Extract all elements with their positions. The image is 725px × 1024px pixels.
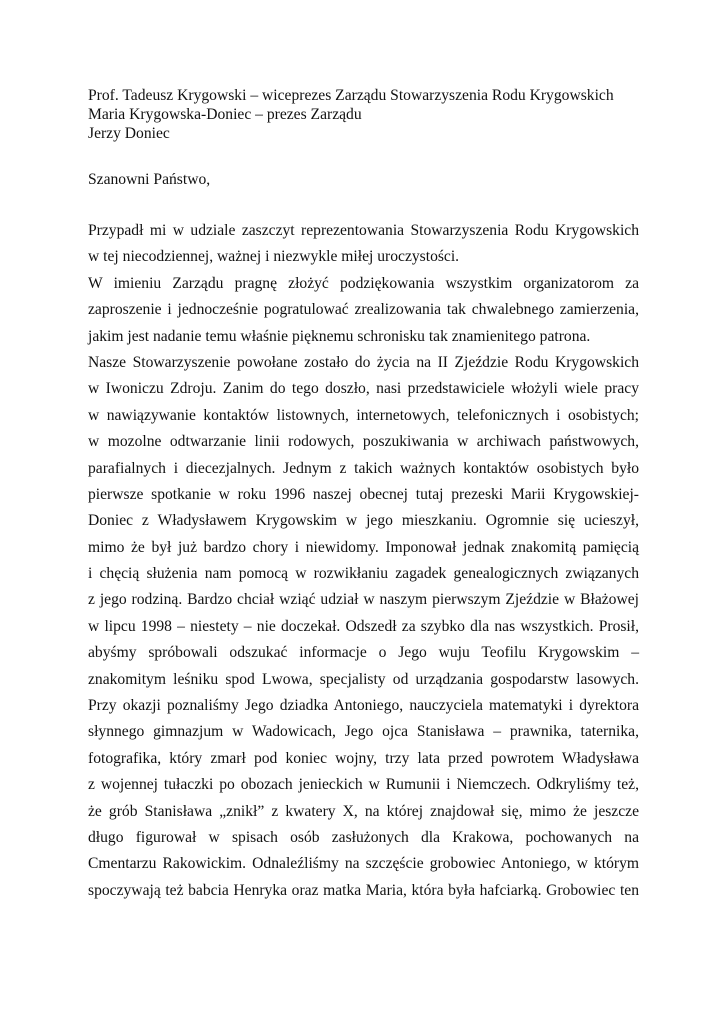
body-line: w lipcu 1998 – niestety – nie doczekał. Odszedł za szybko dla nas wszystkich. Prosił, <box>88 617 639 635</box>
body-line: Doniec z Władysławem Krygowskim w jego mieszkaniu. Ogromnie się ucieszył, <box>88 512 639 530</box>
body-line: w nawiązywanie kontaktów listownych, internetowych, telefonicznych i osobistych; <box>88 406 639 424</box>
letter-header <box>88 86 648 143</box>
body-line: W imieniu Zarządu pragnę złożyć podziękowania wszystkim organizatorom za <box>88 274 639 292</box>
body-line: Przy okazji poznaliśmy Jego dziadka Antoniego, nauczyciela matematyki i dyrektora <box>88 697 639 715</box>
body-line: słynnego gimnazjum w Wadowicach, Jego ojca Stanisława – prawnika, taternika, <box>88 723 639 741</box>
body-line: Cmentarzu Rakowickim. Odnaleźliśmy na szczęście grobowiec Antoniego, w którym <box>88 855 639 873</box>
header-line: Jerzy Doniec <box>88 125 170 142</box>
body-line: Nasze Stowarzyszenie powołane zostało do życia na II Zjeździe Rodu Krygowskich <box>88 353 639 371</box>
body-line: abyśmy spróbowali odszukać informacje o Jego wuju Teofilu Krygowskim – <box>88 644 639 662</box>
body-line: w tej niecodziennej, ważnej i niezwykle miłej uroczystości. <box>88 248 460 266</box>
body-line: w Iwoniczu Zdroju. Zanim do tego doszło, nasi przedstawiciele włożyli wiele pracy <box>88 380 639 398</box>
body-line: spoczywają też babcia Henryka oraz matka Maria, która była hafciarką. Grobowiec ten <box>88 881 639 899</box>
body-line: jakim jest nadanie temu właśnie pięknemu schronisku tak znamienitego patrona. <box>88 327 591 345</box>
salutation: Szanowni Państwo, <box>88 171 211 188</box>
body-line: zaproszenie i jednocześnie pogratulować zrealizowania tak chwalebnego zamierzenia, <box>88 301 639 319</box>
body-line: w mozolne odtwarzanie linii rodowych, poszukiwania w archiwach państwowych, <box>88 433 639 451</box>
body-line: znakomitym leśniku spod Lwowa, specjalisty od urządzania gospodarstw lasowych. <box>88 670 639 688</box>
body-line: pierwsze spotkanie w roku 1996 naszej obecnej tutaj prezeski Marii Krygowskiej- <box>88 485 639 503</box>
body-line: że grób Stanisława „znikł” z kwatery X, na której znajdował się, mimo że jeszcze <box>88 802 639 820</box>
body-line: mimo że był już bardzo chory i niewidomy. Imponował jednak znakomitą pamięcią <box>88 538 639 556</box>
body-line: z jego rodziną. Bardzo chciał wziąć udział w naszym pierwszym Zjeździe w Błażowej <box>88 591 639 609</box>
body-line: parafialnych i diecezjalnych. Jednym z takich ważnych kontaktów osobistych było <box>88 459 639 477</box>
body-line: i chęcią służenia nam pomocą w rozwikłaniu zagadek genealogicznych związanych <box>88 565 639 583</box>
letter-body <box>88 218 639 904</box>
body-line: długo figurował w spisach osób zasłużonych dla Krakowa, pochowanych na <box>88 828 639 846</box>
body-line: z wojennej tułaczki po obozach jenieckich w Rumunii i Niemczech. Odkryliśmy też, <box>88 776 639 794</box>
header-line: Prof. Tadeusz Krygowski – wiceprezes Zarządu Stowarzyszenia Rodu Krygowskich <box>88 87 614 104</box>
body-line: Przypadł mi w udziale zaszczyt reprezentowania Stowarzyszenia Rodu Krygowskich <box>88 222 639 239</box>
body-line: fotografika, który zmarł pod koniec wojny, trzy lata przed powrotem Władysława <box>88 749 639 767</box>
header-line: Maria Krygowska-Doniec – prezes Zarządu <box>88 106 362 123</box>
